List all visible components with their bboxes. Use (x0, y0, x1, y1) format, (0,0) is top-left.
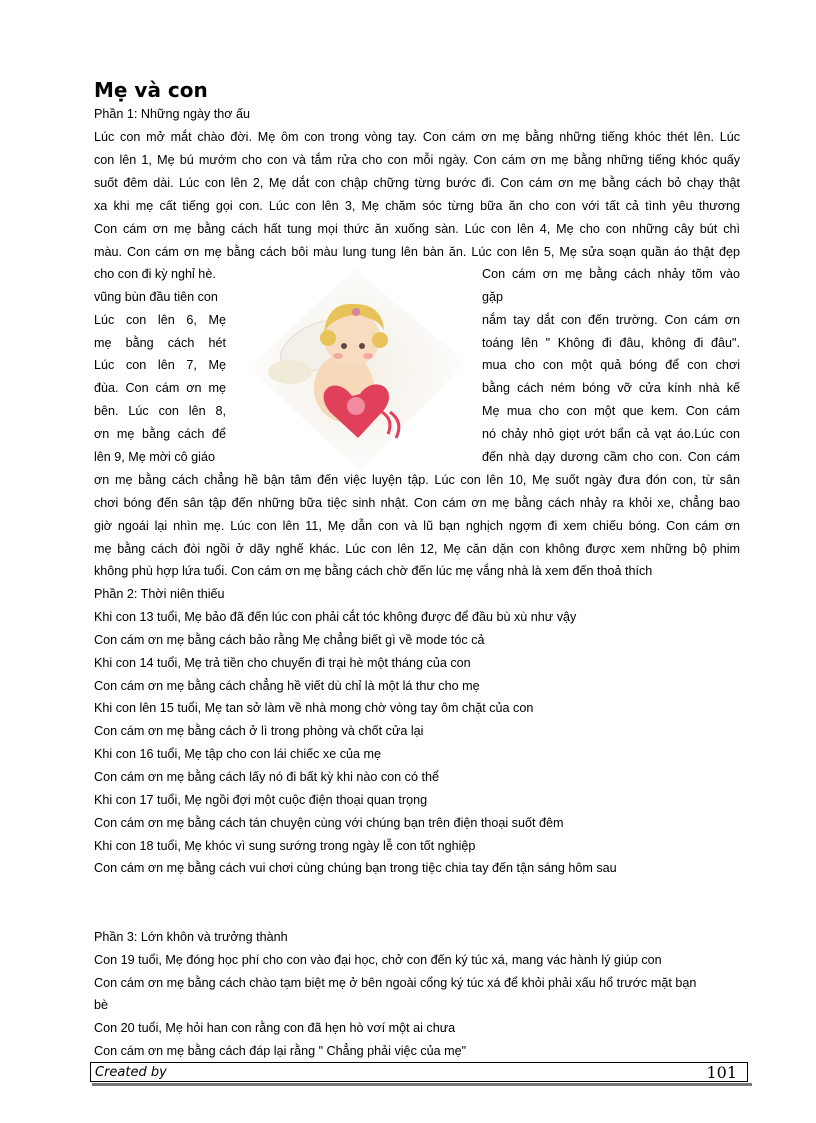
curl-icon (372, 332, 388, 348)
wrap-right-line: Mẹ mua cho con một que kem. Con cám (482, 404, 740, 418)
wrap-left-line: mẹ bằng cách hét (94, 336, 226, 350)
paragraph-line: mẹ bằng cách đòi ngồi ở dãy nghế khác. Lúc con lên 12, Mẹ căn dặn con không được xem những bộ phim (94, 542, 740, 556)
list-line: Con 19 tuổi, Mẹ đóng học phí cho con vào đại học, chở con đến ký túc xá, mang vác hành lý giúp con (94, 953, 662, 967)
list-line: Khi con 14 tuổi, Mẹ trả tiền cho chuyến đi trại hè một tháng của con (94, 656, 471, 670)
list-line: Con cám ơn mẹ bằng cách chẳng hề viết dù chỉ là một lá thư cho mẹ (94, 679, 480, 693)
part1-heading: Phần 1: Những ngày thơ ấu (94, 107, 251, 121)
list-line: Con cám ơn mẹ bằng cách bảo rằng Mẹ chẳng biết gì về mode tóc cả (94, 633, 485, 647)
wrap-left-line: Lúc con lên 6, Mẹ (94, 313, 226, 327)
list-line: Con 20 tuổi, Mẹ hỏi han con rằng con đã hẹn hò vơí một ai chưa (94, 1021, 456, 1035)
paragraph-line: Con cám ơn mẹ bằng cách hất tung mọi thức ăn xuống sàn. Lúc con lên 4, Mẹ cho con những cây bút chì (94, 222, 740, 236)
list-line: Khi con 17 tuổi, Mẹ ngồi đợi một cuộc điện thoại quan trọng (94, 793, 428, 807)
paragraph-line: giờ ngoái lại nhìn mẹ. Lúc con lên 11, Mẹ dẫn con và lũ bạn nghịch ngợm đi xem chiếu bóng. Con cám ơn (94, 519, 740, 533)
paragraph-line: xa khi mẹ cất tiếng gọi con. Lúc con lên 3, Mẹ chăm sóc từng bữa ăn cho con với tất cả tình yêu thương (94, 199, 740, 213)
leg-icon (268, 360, 312, 384)
page-footer (90, 1062, 748, 1082)
paragraph-line: con lên 1, Mẹ bú mướm cho con và tắm rửa cho con mỗi ngày. Con cám ơn mẹ bằng những tiếng khóc quấy (94, 153, 740, 167)
part3-heading: Phần 3: Lớn khôn và trưởng thành (94, 930, 288, 944)
footer-shadow (92, 1083, 752, 1086)
list-line: Khi con lên 15 tuổi, Mẹ tan sở làm về nhà mong chờ vòng tay ôm chặt của con (94, 701, 534, 715)
wrap-left-line: Lúc con lên 7, Mẹ (94, 358, 226, 372)
wrap-left-line: bên. Lúc con lên 8, (94, 404, 226, 418)
cheek-icon (333, 353, 343, 359)
wrap-right-line: Con cám ơn mẹ bằng cách nhảy tõm vào (482, 267, 740, 281)
paragraph-line: không phù hợp lứa tuổi. Con cám ơn mẹ bằng cách chờ đến lúc mẹ vắng nhà là xem đến thoả thích (94, 564, 653, 578)
list-line: Con cám ơn mẹ bằng cách ở lì trong phòng và chốt cửa lại (94, 724, 424, 738)
paragraph-line: chơi bóng đến sân tập đến những bữa tiệc sinh nhật. Con cám ơn mẹ bằng cách nhảy ra khỏi xe, chẳng bao (94, 496, 740, 510)
wrap-right-line: toáng lên " Không đi đâu, không đi đâu". (482, 336, 740, 350)
wrap-left-line: lên 9, Mẹ mời cô giáo (94, 450, 215, 464)
list-line: Con cám ơn mẹ bằng cách tán chuyện cùng với chúng bạn trên điện thoại suốt đêm (94, 816, 564, 830)
list-line: Khi con 18 tuổi, Mẹ khóc vì sung sướng trong ngày lễ con tốt nghiệp (94, 839, 476, 853)
eye-icon (359, 343, 365, 349)
paragraph-line: ơn mẹ bằng cách chẳng hề bận tâm đến việc luyện tập. Lúc con lên 10, Mẹ suốt ngày đưa đón con, từ sân (94, 473, 740, 487)
list-line: Con cám ơn mẹ bằng cách lấy nó đi bất kỳ khi nào con có thể (94, 770, 439, 784)
cherub-angel-with-heart-icon (232, 262, 476, 476)
footer-credit: Created by (95, 1065, 167, 1080)
paragraph-line: màu. Con cám ơn mẹ bằng cách bôi màu lung tung lên bàn ăn. Lúc con lên 5, Mẹ sửa soạn quần áo thật đẹp (94, 245, 740, 259)
curl-icon (320, 330, 336, 346)
list-line: Con cám ơn mẹ bằng cách vui chơi cùng chúng bạn trong tiệc chia tay đến tận sáng hôm sau (94, 861, 617, 875)
paragraph-line: suốt đêm dài. Lúc con lên 2, Mẹ dắt con chập chững từng bước đi. Con cám ơn mẹ bằng cách bỏ chạy thật (94, 176, 740, 190)
page-number: 101 (706, 1063, 737, 1082)
paragraph-line: Lúc con mở mắt chào đời. Mẹ ôm con trong vòng tay. Con cám ơn mẹ bằng những tiếng khóc thét lên. Lúc (94, 130, 740, 144)
wrap-right-line: nắm tay dắt con đến trường. Con cám ơn (482, 313, 740, 327)
wrap-right-line: mua cho con một quả bóng để con chơi (482, 358, 740, 372)
list-line: Con cám ơn mẹ bằng cách chào tạm biệt mẹ ở bên ngoài cổng ký túc xá để khỏi phải xấu hổ trước mặt bạn (94, 976, 697, 990)
eye-icon (341, 343, 347, 349)
wrap-left-line: ơn mẹ bằng cách để (94, 427, 226, 441)
wrap-right-line: nó chảy nhỏ giọt ướt bẩn cả vạt áo.Lúc con (482, 427, 740, 441)
page-title: Mẹ và con (94, 78, 208, 102)
wrap-right-line: bằng cách ném bóng vỡ cửa kính nhà kế (482, 381, 740, 395)
list-line: Con cám ơn mẹ bằng cách đáp lại rằng " Chẳng phải việc của mẹ" (94, 1044, 467, 1058)
wrap-right-line: gặp (482, 290, 504, 304)
wrap-left-line: vũng bùn đầu tiên con (94, 290, 218, 304)
list-line: Khi con 16 tuổi, Mẹ tập cho con lái chiếc xe của mẹ (94, 747, 382, 761)
wrap-left-line: cho con đi kỳ nghỉ hè. (94, 267, 216, 281)
flower-icon (352, 308, 360, 316)
wrap-left-line: đùa. Con cám ơn mẹ (94, 381, 226, 395)
rose-icon (347, 397, 365, 415)
list-line: Khi con 13 tuổi, Mẹ bảo đã đến lúc con phải cắt tóc không được để đầu bù xù như vậy (94, 610, 577, 624)
list-line: bè (94, 998, 109, 1012)
part2-heading: Phần 2: Thời niên thiếu (94, 587, 225, 601)
wrap-right-line: đến nhà dạy dương cầm cho con. Con cám (482, 450, 740, 464)
cheek-icon (363, 353, 373, 359)
